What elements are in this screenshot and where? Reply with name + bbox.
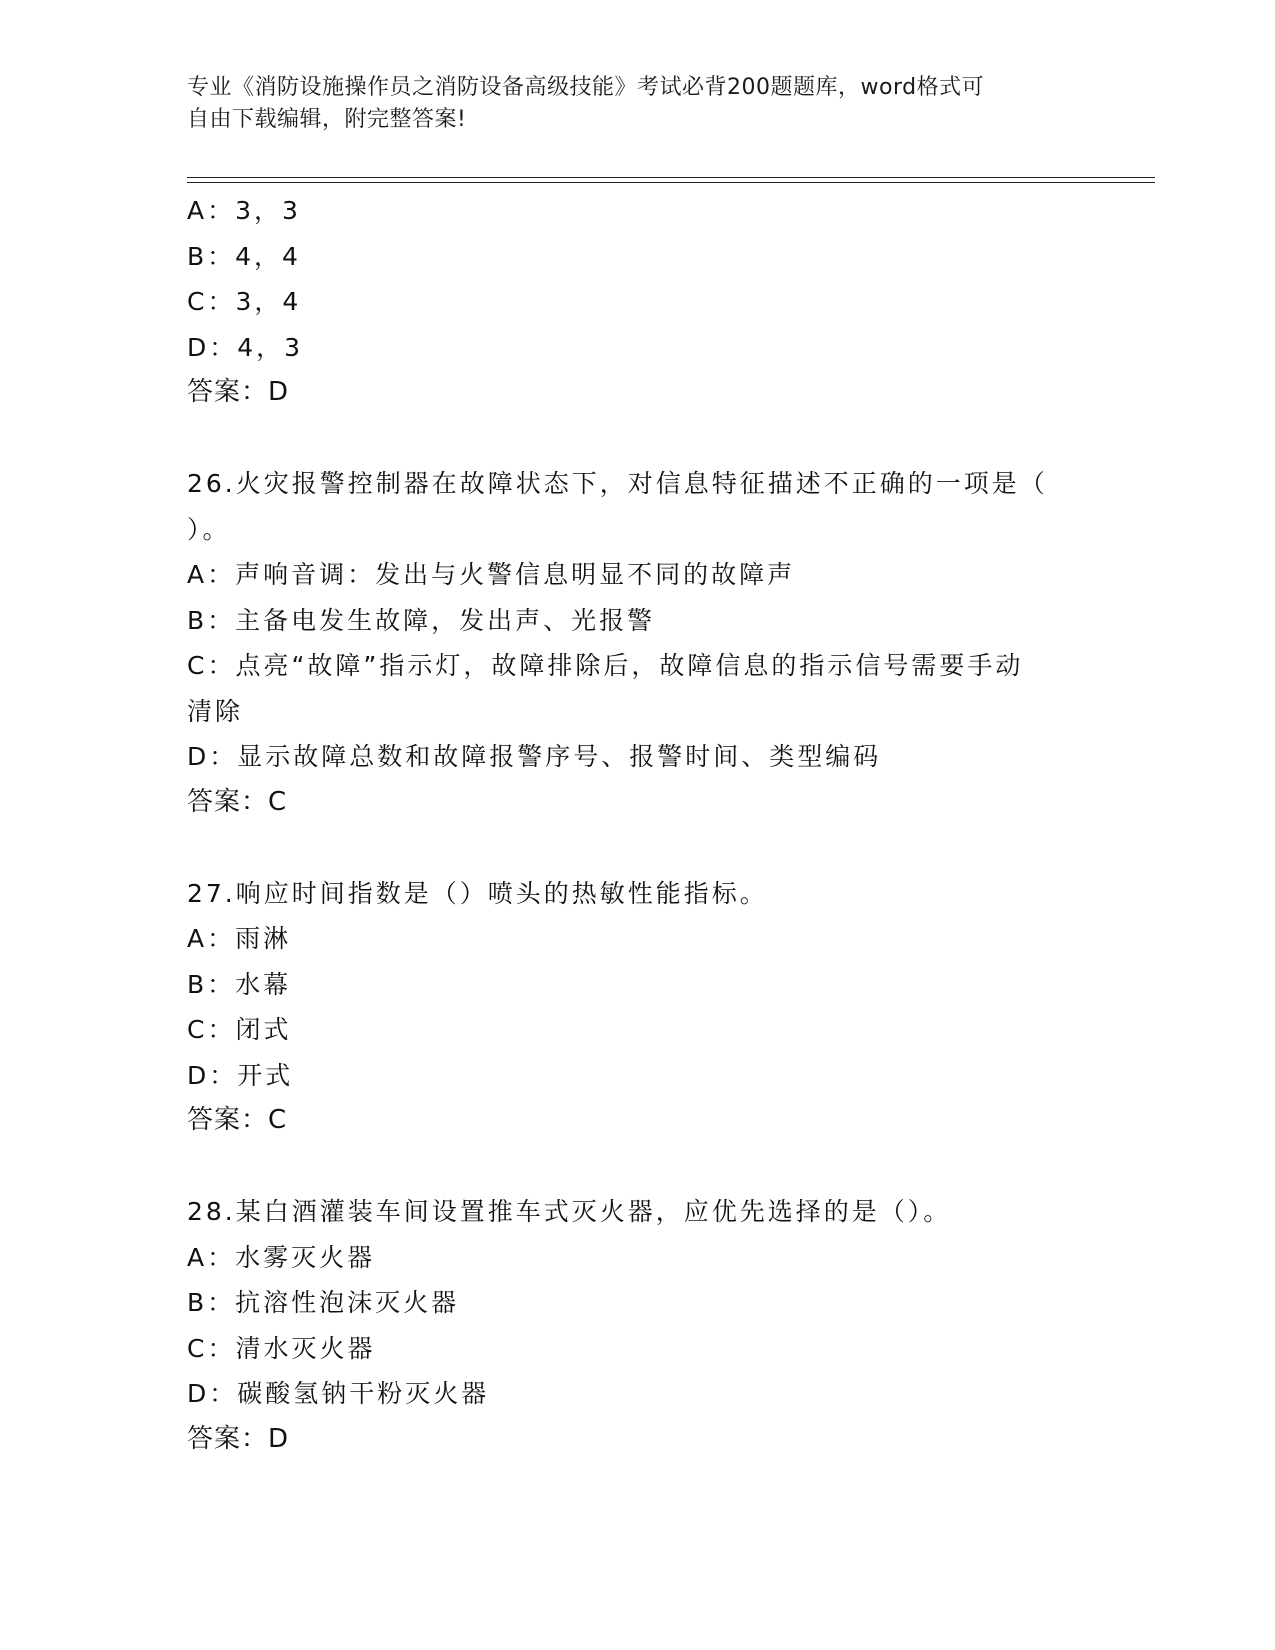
header-divider-top [187,177,1155,178]
question-stem: 26.火灾报警控制器在故障状态下，对信息特征描述不正确的一项是（ [187,469,1048,498]
option-b: B：水幕 [187,969,292,999]
answer-line: 答案：C [187,786,288,817]
option-d: D：4，3 [187,332,304,362]
document-header [187,72,1067,136]
option-b: B：抗溶性泡沫灭火器 [187,1288,460,1317]
header-line-1: 专业《消防设施操作员之消防设备高级技能》考试必背200题题库，word格式可 [187,75,985,100]
header-line-2: 自由下载编辑，附完整答案! [187,107,467,132]
option-c: C：清水灭火器 [187,1333,376,1363]
option-d: D：显示故障总数和故障报警序号、报警时间、类型编码 [187,742,882,771]
question-block-continued [187,188,1087,416]
option-c: C：点亮“故障”指示灯，故障排除后，故障信息的指示信号需要手动 [187,651,1024,680]
answer-line: 答案：C [187,1105,288,1135]
option-c-continued: 清除 [187,696,244,726]
option-a: A：雨淋 [187,924,292,953]
option-c: C：闭式 [187,1015,292,1044]
question-28 [187,1189,1087,1462]
spacer [187,825,1087,871]
question-stem-continued: ）。 [187,514,231,544]
spacer [187,1144,1087,1190]
answer-line: 答案：D [187,1423,290,1454]
question-stem: 28.某白酒灌装车间设置推车式灭火器，应优先选择的是（）。 [187,1197,952,1226]
option-d: D：碳酸氢钠干粉灭火器 [187,1379,490,1408]
spacer [187,416,1087,462]
question-list [187,188,1087,1462]
option-a: A：声响音调：发出与火警信息明显不同的故障声 [187,560,796,589]
option-c: C：3，4 [187,287,302,316]
option-a: A：3，3 [187,196,301,225]
option-b: B：4，4 [187,241,301,271]
option-a: A：水雾灭火器 [187,1242,376,1272]
answer-line: 答案：D [187,377,290,407]
question-27 [187,871,1087,1144]
option-d: D：开式 [187,1060,294,1090]
option-b: B：主备电发生故障，发出声、光报警 [187,605,656,635]
question-26 [187,461,1087,825]
header-divider-bottom [187,182,1155,183]
question-stem: 27.响应时间指数是（）喷头的热敏性能指标。 [187,878,768,908]
